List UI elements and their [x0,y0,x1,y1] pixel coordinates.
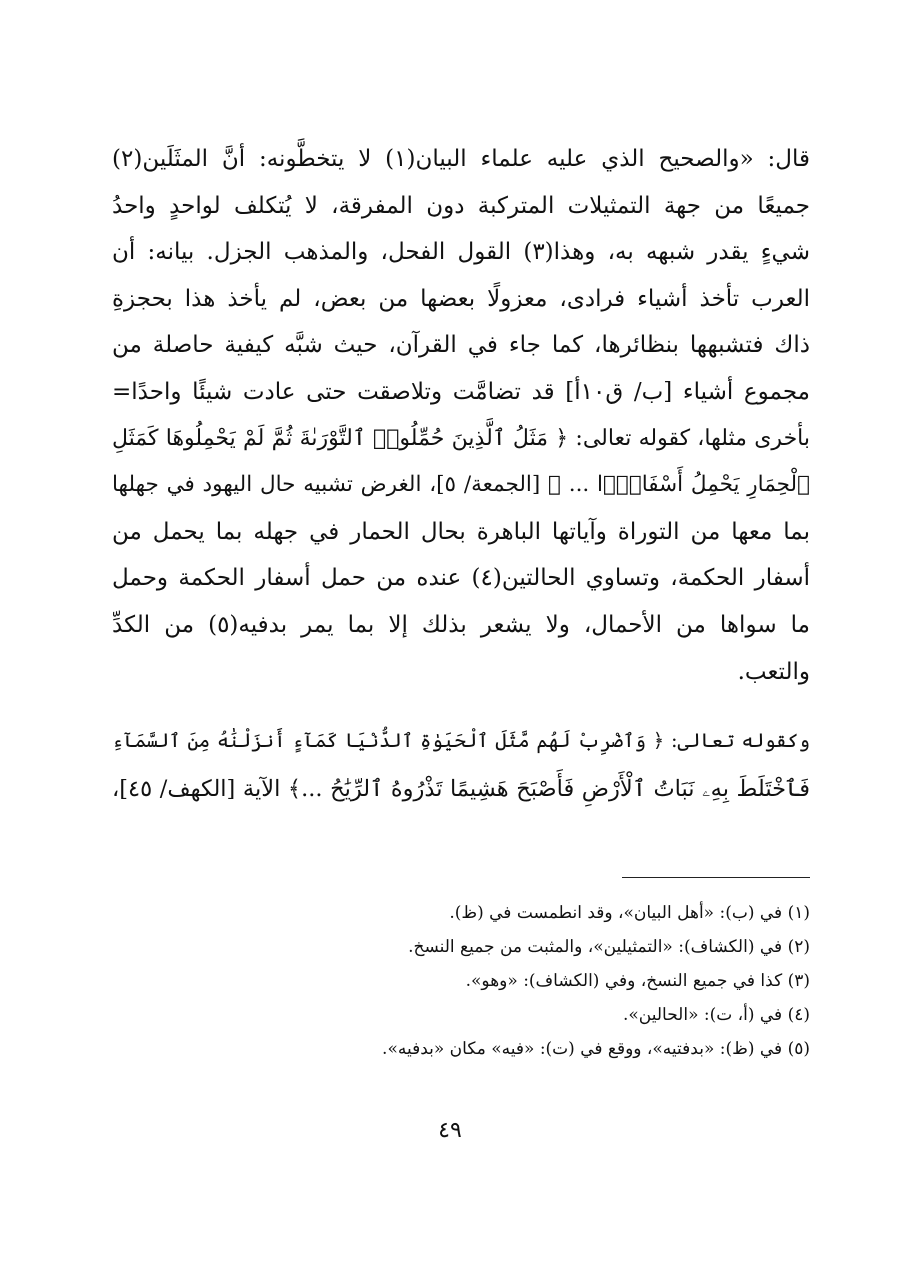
paragraph-gap [112,695,810,717]
footnotes [210,896,810,1066]
text-line: جميعًا من جهة التمثيلات المتركبة دون المفرقة، لا يُتكلف لواحدٍ واحدُ [112,192,810,219]
text-line: ما سواها من الأحمال، ولا يشعر بذلك إلا بما يمر بدفيه(٥) من الكدِّ [112,611,810,638]
text-line: شيءٍ يقدر شبهه به، وهذا(٣) القول الفحل، والمذهب الجزل. بيانه: أن [112,239,810,266]
footnote: (١) في (ب): «أهل البيان»، وقد انطمست في (ظ). [449,903,810,923]
footnote: (٢) في (الكشاف): «التمثيلين»، والمثبت من جميع النسخ. [408,937,810,957]
text-line: مجموع أشياء [ب/ ق١٠أ] قد تضامَّت وتلاصقت حتى عادت شيئًا واحدًا= [112,378,810,405]
text-line: قال: «والصحيح الذي عليه علماء البيان(١) لا يتخطَّونه: أنَّ المثَلَين(٢) [112,146,810,172]
quran-quote-line: ٱلْحِمَارِ يَحْمِلُ أَسْفَارًۢا ... ﴾ [الجمعة/ ٥]، الغرض تشبيه حال اليهود في جهلها [112,472,810,498]
main-text [112,136,810,813]
footnote: (٣) كذا في جميع النسخ، وفي (الكشاف): «وهو». [465,971,810,991]
text-line: أسفار الحكمة، وتساوي الحالتين(٤) عنده من حمل أسفار الحكمة وحمل [112,565,810,592]
text-line: والتعب. [737,658,810,685]
text-line: العرب تأخذ أشياء فرادى، معزولًا بعضها من بعض، لم يأخذ هذا بحجزةِ [112,285,810,312]
quran-quote-line: فَٱخْتَلَطَ بِهِۦ نَبَاتُ ٱلْأَرْضِ فَأَصْبَحَ هَشِيمًا تَذْرُوهُ ٱلرِّيَٰحُ ...﴾ الآية [الكهف/ ٤٥]، [112,776,810,803]
footnote: (٥) في (ظ): «بدفتيه»، ووقع في (ت): «فيه» مكان «بدفيه». [382,1039,810,1059]
quran-quote-line: بأخرى مثلها، كقوله تعالى: ﴿ مَثَلُ ٱلَّذِينَ حُمِّلُوا۟ ٱلتَّوْرَىٰةَ ثُمَّ لَمْ يَحْمِلُوهَا كَمَثَلِ [112,425,810,451]
quran-quote-line: وكقوله تعالى: ﴿ وَٱضْرِبْ لَهُم مَّثَلَ ٱلْحَيَوٰةِ ٱلدُّنْيَا كَمَآءٍ أَنزَلْنَٰهُ مِنَ ٱلسَّمَآءِ [112,729,810,753]
page-number: ٤٩ [438,1118,462,1143]
text-line: بما معها من التوراة وآياتها الباهرة بحال الحمار في جهله بما يحمل من [112,518,810,545]
text-line: ذاك فتشبهها بنظائرها، كما جاء في القرآن، حيث شبَّه كيفية حاصلة من [112,332,810,359]
footnote-divider [622,877,810,878]
footnote: (٤) في (أ، ت): «الحالين». [622,1005,810,1025]
